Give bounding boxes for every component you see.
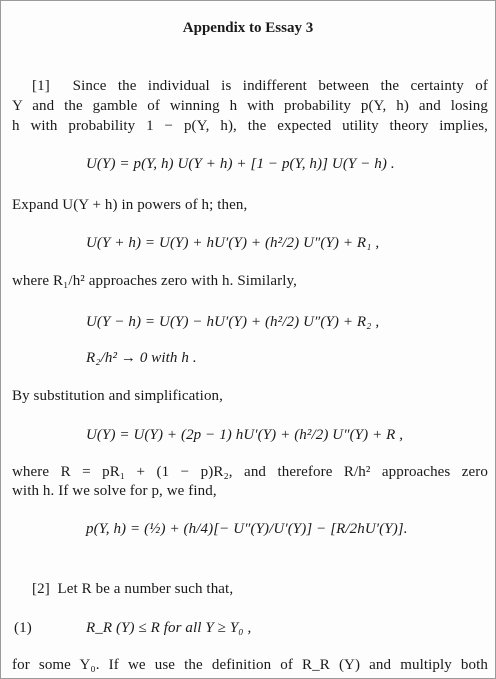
- paragraph-line: [32, 580, 233, 598]
- paragraph-line: where R₁/h² approaches zero with h. Similarly,: [12, 273, 297, 289]
- paragraph-line: [12, 97, 488, 115]
- paragraph-line: [32, 77, 488, 95]
- equation: R₂/h² → 0 with h .: [86, 350, 197, 366]
- paragraph-text: where R = pR₁ + (1 − p)R₂, and therefore R/h² approaches zero: [12, 464, 488, 480]
- paragraph-text: for some Y₀. If we use the definition of R_R (Y) and multiply both: [12, 657, 488, 673]
- equation: U(Y − h) = U(Y) − hU′(Y) + (h²/2) U″(Y) + R₂ ,: [86, 314, 380, 330]
- equation: U(Y + h) = U(Y) + hU′(Y) + (h²/2) U″(Y) + R₁ ,: [86, 235, 380, 251]
- equation: R_R (Y) ≤ R for all Y ≥ Y₀ ,: [86, 620, 252, 636]
- equation: U(Y) = p(Y, h) U(Y + h) + [1 − p(Y, h)] U(Y − h) .: [86, 156, 395, 172]
- section-marker: [2]: [32, 581, 50, 597]
- paragraph-line: [12, 656, 488, 674]
- paragraph-text: Since the individual is indifferent between the certainty of: [72, 78, 488, 94]
- paragraph-text: h with probability 1 − p(Y, h), the expected utility theory implies,: [12, 118, 488, 134]
- equation-number: (1): [14, 620, 32, 636]
- page-title: Appendix to Essay 3: [182, 20, 314, 36]
- paragraph-text: Let R be a number such that,: [57, 581, 234, 597]
- paragraph-text: Y and the gamble of winning h with probability p(Y, h) and losing: [12, 98, 488, 114]
- paragraph-line: Expand U(Y + h) in powers of h; then,: [12, 197, 248, 213]
- paragraph-line: By substitution and simplification,: [12, 388, 223, 404]
- paragraph-line: [12, 117, 488, 135]
- paragraph-line: with h. If we solve for p, we find,: [12, 483, 217, 499]
- paragraph-line: [12, 463, 488, 481]
- equation: U(Y) = U(Y) + (2p − 1) hU′(Y) + (h²/2) U″(Y) + R ,: [86, 427, 404, 443]
- equation: p(Y, h) = (½) + (h/4)[− U″(Y)/U′(Y)] − [R/2hU′(Y)].: [86, 521, 408, 537]
- section-marker: [1]: [32, 78, 50, 94]
